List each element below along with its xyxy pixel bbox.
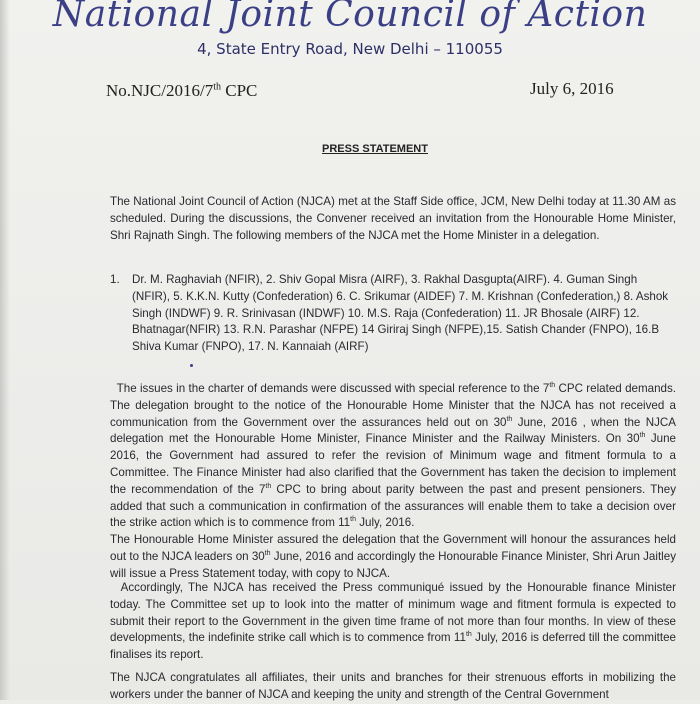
organization-address: 4, State Entry Road, New Delhi – 110055 [197, 40, 503, 58]
press-statement-heading: PRESS STATEMENT [322, 143, 428, 155]
list-number: 1. [110, 273, 120, 286]
accordingly-paragraph: Accordingly, The NJCA has received the Press communiqué issued by the Honourable finance Minister today. The Committee set up to look into the matter of minimum wage and fitment formula is expected to submit their report to the Government in the given time frame of not more than four months. In view of these developments, the indefinite strike call which is to commence from 11th July, 2016 is deferred till the committee finalises its report. [110, 581, 677, 662]
reference-number: No.NJC/2016/7th CPC [106, 81, 258, 100]
delegation-member-list [110, 272, 676, 356]
document-date: July 6, 2016 [530, 79, 614, 98]
intro-paragraph: The National Joint Council of Action (NJCA) met at the Staff Side office, JCM, New Delhi today at 11.30 AM as scheduled. During the discussions, the Convener received an invitation from the Honourable Home Minister, Shri Rajnath Singh. The following members of the NJCA met the Home Minister in a delegation. [110, 195, 676, 242]
issues-paragraph: The issues in the charter of demands were discussed with special reference to the 7th CPC related demands. The delegation brought to the notice of the Honourable Home Minister that the NJCA has not received a communication from the Government over the assurances held out on 30th June, 2016 , when the NJCA delegation met the Honourable Home Minister, Finance Minister and the Railway Ministers. On 30th June 2016, the Government had assured to refer the revision of Minimum wage and fitment formula to a Committee. The Finance Minister had also clarified that the Government has taken the decision to implement the recommendation of the 7th CPC to bring about parity between the past and present pensioners. They added that such a communication in confirmation of the assurances will enable them to take a decision over the strike action which is to commence from 11th July, 2016. The Honourable Home Minister assured the delegation that the Government will honour the assurances held out to the NJCA leaders on 30th June, 2016 and accordingly the Honourable Finance Minister, Shri Arun Jaitley will issue a Press Statement today, with copy to NJCA. [110, 382, 677, 580]
organization-name: National Joint Council of Action [52, 0, 648, 35]
ink-dot [190, 364, 193, 367]
page-edge-shadow [0, 0, 10, 700]
member-names: Dr. M. Raghaviah (NFIR), 2. Shiv Gopal Misra (AIRF), 3. Rakhal Dasgupta(AIRF). 4. Guman Singh (NFIR), 5. K.K.N. Kutty (Confederation) 6. C. Srikumar (AIDEF) 7. M. Krishnan (Confederation,) 8. Ashok Singh (INDWF) 9. R. Srinivasan (INDWF) 10. M.S. Raja (Confederation) 11. JR Bhosale (AIRF) 12. Bhatnagar(NFIR) 13. R.N. Parashar (NFPE) 14 Giriraj Singh (NFPE),15. Satish Chander (FNPO), 16.B Shiva Kumar (FNPO), 17. N. Kannaiah (AIRF) [132, 273, 669, 354]
congratulations-paragraph: The NJCA congratulates all affiliates, their units and branches for their strenuous efforts in mobilizing the workers under the banner of NJCA and keeping the unity and strength of the Central Government [110, 671, 676, 701]
